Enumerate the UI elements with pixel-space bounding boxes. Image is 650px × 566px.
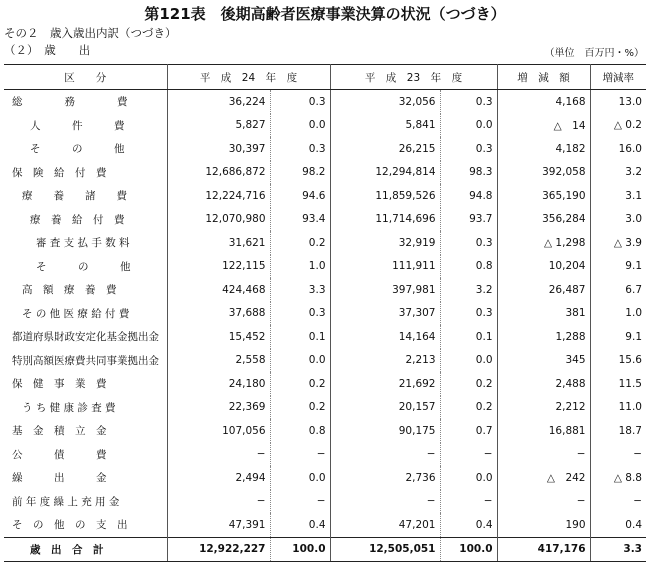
row-label: 都道府県財政安定化基金拠出金 — [12, 331, 159, 344]
row-label: 高 額 療 養 費 — [22, 284, 117, 297]
change-amount: 4,182 — [497, 137, 590, 161]
fy24-amount: 122,115 — [167, 255, 270, 279]
change-rate: 3.1 — [590, 184, 646, 208]
fy24-share: 0.2 — [270, 231, 330, 255]
fy24-share: 0.8 — [270, 419, 330, 443]
fy24-share: 1.0 — [270, 255, 330, 279]
fy23-amount: 111,911 — [330, 255, 440, 279]
fy24-share: 93.4 — [270, 208, 330, 232]
fy23-share: 0.0 — [440, 114, 497, 138]
row-label: そ の 他 — [36, 260, 131, 273]
fy24-share: 0.2 — [270, 372, 330, 396]
fy23-share: − — [440, 443, 497, 467]
table-row — [4, 114, 646, 138]
change-amount: 190 — [497, 513, 590, 537]
fy23-share: 0.0 — [440, 349, 497, 373]
change-amount: △ 14 — [497, 114, 590, 138]
table-title: 第121表 後期高齢者医療事業決算の状況（つづき） — [144, 5, 506, 23]
row-label: 保 健 事 業 費 — [12, 378, 107, 391]
table-row — [4, 325, 646, 349]
header-fy24: 平 成 24 年 度 — [167, 65, 330, 90]
fy24-amount: 12,686,872 — [167, 161, 270, 185]
fy24-amount: 37,688 — [167, 302, 270, 326]
fy24-share: 0.1 — [270, 325, 330, 349]
row-label: 保 険 給 付 費 — [12, 166, 107, 179]
table-row — [4, 396, 646, 420]
fy23-amount: 12,294,814 — [330, 161, 440, 185]
row-label: 歳 出 合 計 — [4, 537, 167, 562]
row-label: そ の 他 の 支 出 — [12, 519, 128, 532]
header-category: 区 分 — [4, 65, 167, 90]
row-label: 前 年 度 繰 上 充 用 金 — [12, 495, 120, 508]
fy23-share: 94.8 — [440, 184, 497, 208]
fy23-share: 98.3 — [440, 161, 497, 185]
fy23-share: 0.0 — [440, 466, 497, 490]
row-label: 総 務 費 — [12, 96, 128, 109]
row-label: 特別高額医療費共同事業拠出金 — [12, 354, 159, 367]
fy24-share: 0.3 — [270, 90, 330, 114]
change-rate: − — [590, 490, 646, 514]
fy23-amount: 14,164 — [330, 325, 440, 349]
fy23-share: 0.2 — [440, 396, 497, 420]
change-rate: △ 3.9 — [590, 231, 646, 255]
change-amount: 356,284 — [497, 208, 590, 232]
change-amount: 417,176 — [497, 537, 590, 562]
fy24-share: − — [270, 443, 330, 467]
fy23-amount: 5,841 — [330, 114, 440, 138]
change-amount: 10,204 — [497, 255, 590, 279]
fy24-share: 0.3 — [270, 302, 330, 326]
change-rate: 9.1 — [590, 325, 646, 349]
fy23-amount: 12,505,051 — [330, 537, 440, 562]
fy23-amount: 11,859,526 — [330, 184, 440, 208]
row-label: 人 件 費 — [30, 119, 125, 132]
row-label: う ち 健 康 診 査 費 — [22, 401, 116, 414]
fy24-share: 0.2 — [270, 396, 330, 420]
fy24-share: 0.0 — [270, 349, 330, 373]
change-rate: 15.6 — [590, 349, 646, 373]
change-amount: 1,288 — [497, 325, 590, 349]
fy24-share: 100.0 — [270, 537, 330, 562]
fy24-share: 0.0 — [270, 466, 330, 490]
change-rate: 9.1 — [590, 255, 646, 279]
fy23-amount: − — [330, 443, 440, 467]
change-rate: 3.3 — [590, 537, 646, 562]
change-amount: 26,487 — [497, 278, 590, 302]
change-rate: 6.7 — [590, 278, 646, 302]
fy24-share: 98.2 — [270, 161, 330, 185]
fy24-amount: 107,056 — [167, 419, 270, 443]
table-row — [4, 419, 646, 443]
fy23-share: 0.3 — [440, 302, 497, 326]
change-rate: 1.0 — [590, 302, 646, 326]
row-label: 基 金 積 立 金 — [12, 425, 107, 438]
fy23-amount: 2,736 — [330, 466, 440, 490]
change-amount: 2,488 — [497, 372, 590, 396]
change-amount: − — [497, 443, 590, 467]
change-rate: 0.4 — [590, 513, 646, 537]
fy23-amount: 11,714,696 — [330, 208, 440, 232]
change-amount: − — [497, 490, 590, 514]
change-rate: 3.2 — [590, 161, 646, 185]
fy23-share: 0.7 — [440, 419, 497, 443]
table-row — [4, 255, 646, 279]
fy24-share: 94.6 — [270, 184, 330, 208]
change-amount: 16,881 — [497, 419, 590, 443]
change-rate: △ 0.2 — [590, 114, 646, 138]
fy23-share: 0.8 — [440, 255, 497, 279]
fy24-amount: 36,224 — [167, 90, 270, 114]
unit-note: （単位 百万円・%） — [544, 48, 644, 59]
row-label: 療 養 諸 費 — [22, 190, 127, 203]
header-change: 増 減 額 — [497, 65, 590, 90]
fy23-amount: 90,175 — [330, 419, 440, 443]
row-label: 繰 出 金 — [12, 472, 107, 485]
row-label: 療 養 給 付 費 — [30, 213, 125, 226]
fy23-share: 0.3 — [440, 90, 497, 114]
fy24-amount: 2,494 — [167, 466, 270, 490]
section-subtitle: その２ 歳入歳出内訳（つづき） — [4, 26, 177, 40]
fy24-amount: 12,922,227 — [167, 537, 270, 562]
fy23-amount: 32,919 — [330, 231, 440, 255]
change-rate: 13.0 — [590, 90, 646, 114]
header-fy23: 平 成 23 年 度 — [330, 65, 497, 90]
fy23-share: 3.2 — [440, 278, 497, 302]
table-row — [4, 278, 646, 302]
row-label: そ の 他 医 療 給 付 費 — [22, 307, 130, 320]
change-amount: 2,212 — [497, 396, 590, 420]
fy23-amount: 47,201 — [330, 513, 440, 537]
row-label: そ の 他 — [30, 143, 125, 156]
fy23-share: 0.3 — [440, 231, 497, 255]
fy24-share: − — [270, 490, 330, 514]
fy24-amount: 47,391 — [167, 513, 270, 537]
table-row — [4, 490, 646, 514]
fy24-amount: 15,452 — [167, 325, 270, 349]
table-row — [4, 184, 646, 208]
fy24-share: 0.0 — [270, 114, 330, 138]
change-amount: 392,058 — [497, 161, 590, 185]
fy24-amount: − — [167, 443, 270, 467]
table-row — [4, 537, 646, 562]
change-rate: 11.0 — [590, 396, 646, 420]
fy23-amount: 32,056 — [330, 90, 440, 114]
fy24-share: 0.4 — [270, 513, 330, 537]
fy24-amount: 5,827 — [167, 114, 270, 138]
fy24-amount: 24,180 — [167, 372, 270, 396]
table-row — [4, 231, 646, 255]
fy23-share: 0.2 — [440, 372, 497, 396]
table-row — [4, 90, 646, 114]
fy24-share: 3.3 — [270, 278, 330, 302]
table-row — [4, 513, 646, 537]
change-amount: 4,168 — [497, 90, 590, 114]
change-amount: △ 1,298 — [497, 231, 590, 255]
row-label: 公 債 費 — [12, 448, 107, 461]
fy24-amount: 12,224,716 — [167, 184, 270, 208]
fy24-amount: 424,468 — [167, 278, 270, 302]
fy24-amount: 30,397 — [167, 137, 270, 161]
change-amount: 365,190 — [497, 184, 590, 208]
section-heading: （２） 歳 出 — [4, 43, 91, 57]
change-rate: 18.7 — [590, 419, 646, 443]
fy23-amount: 26,215 — [330, 137, 440, 161]
row-label: 審 査 支 払 手 数 料 — [36, 237, 130, 250]
table-header-row — [4, 65, 646, 90]
expenditure-table — [4, 64, 646, 562]
table-row — [4, 137, 646, 161]
table-row — [4, 466, 646, 490]
fy24-share: 0.3 — [270, 137, 330, 161]
fy23-share: 0.1 — [440, 325, 497, 349]
table-row — [4, 372, 646, 396]
table-row — [4, 208, 646, 232]
fy24-amount: − — [167, 490, 270, 514]
fy24-amount: 12,070,980 — [167, 208, 270, 232]
header-rate: 増減率 — [590, 65, 646, 90]
change-amount: △ 242 — [497, 466, 590, 490]
fy23-share: 0.4 — [440, 513, 497, 537]
change-rate: − — [590, 443, 646, 467]
fy23-share: 0.3 — [440, 137, 497, 161]
change-amount: 381 — [497, 302, 590, 326]
fy23-amount: 37,307 — [330, 302, 440, 326]
fy23-amount: 397,981 — [330, 278, 440, 302]
table-row — [4, 161, 646, 185]
table-row — [4, 443, 646, 467]
fy23-amount: 21,692 — [330, 372, 440, 396]
table-row — [4, 302, 646, 326]
fy23-share: 100.0 — [440, 537, 497, 562]
fy24-amount: 31,621 — [167, 231, 270, 255]
fy24-amount: 2,558 — [167, 349, 270, 373]
fy23-share: − — [440, 490, 497, 514]
table-row — [4, 349, 646, 373]
fy23-share: 93.7 — [440, 208, 497, 232]
change-rate: 11.5 — [590, 372, 646, 396]
fy23-amount: − — [330, 490, 440, 514]
change-rate: △ 8.8 — [590, 466, 646, 490]
fy23-amount: 20,157 — [330, 396, 440, 420]
fy23-amount: 2,213 — [330, 349, 440, 373]
change-rate: 16.0 — [590, 137, 646, 161]
change-amount: 345 — [497, 349, 590, 373]
fy24-amount: 22,369 — [167, 396, 270, 420]
change-rate: 3.0 — [590, 208, 646, 232]
